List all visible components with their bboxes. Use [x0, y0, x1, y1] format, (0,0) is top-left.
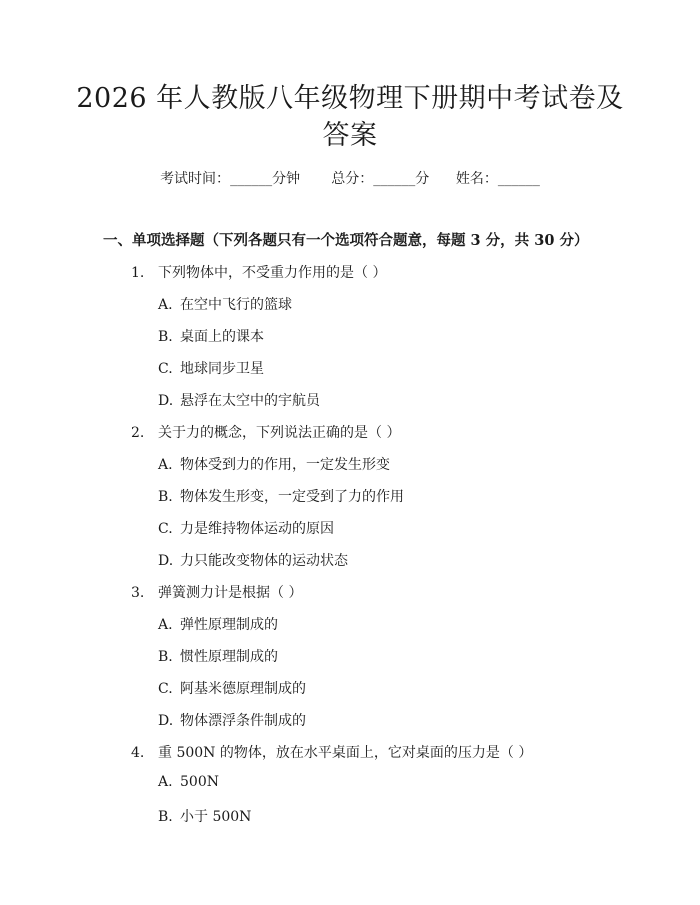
option-text: 地球同步卫星	[180, 361, 264, 377]
question-number: 4.	[131, 745, 145, 761]
option-text: 小于 500N	[180, 809, 252, 825]
option-letter: D.	[158, 393, 174, 409]
question-number: 3.	[131, 585, 145, 601]
question-3-option-d	[158, 710, 306, 730]
section-heading-single-choice: 一、单项选择题（下列各题只有一个选项符合题意，每题 3 分，共 30 分）	[103, 232, 589, 249]
option-text: 物体受到力的作用，一定发生形变	[180, 457, 390, 473]
option-text: 物体发生形变，一定受到了力的作用	[180, 489, 404, 505]
score-blank: ______	[373, 171, 416, 187]
question-2-option-c	[158, 518, 334, 538]
score-label: 总分：	[331, 171, 374, 187]
option-text: 在空中飞行的篮球	[180, 297, 292, 313]
question-2-option-b	[158, 486, 404, 506]
option-letter: B.	[158, 329, 173, 345]
option-letter: B.	[158, 649, 173, 665]
exam-meta-line	[0, 168, 700, 188]
option-text: 力是维持物体运动的原因	[180, 521, 334, 537]
exam-title-line-1: 2026 年人教版八年级物理下册期中考试卷及	[76, 83, 624, 114]
option-letter: D.	[158, 713, 174, 729]
option-text: 桌面上的课本	[180, 329, 264, 345]
time-blank: ______	[230, 171, 273, 187]
question-1-option-b	[158, 326, 264, 346]
question-3-option-c	[158, 678, 306, 698]
option-text: 力只能改变物体的运动状态	[180, 553, 348, 569]
question-3-option-a	[158, 614, 278, 634]
question-1-option-d	[158, 390, 320, 410]
option-letter: C.	[158, 361, 173, 377]
question-2-option-a	[158, 454, 390, 474]
question-2	[131, 422, 400, 442]
option-letter: A.	[158, 774, 173, 790]
question-number: 2.	[131, 425, 145, 441]
option-text: 阿基米德原理制成的	[180, 681, 306, 697]
option-letter: A.	[158, 617, 173, 633]
option-letter: B.	[158, 489, 173, 505]
question-text: 关于力的概念，下列说法正确的是（ ）	[158, 425, 401, 441]
option-text: 悬浮在太空中的宇航员	[180, 393, 320, 409]
option-letter: D.	[158, 553, 174, 569]
option-letter: C.	[158, 521, 173, 537]
time-unit: 分钟	[272, 171, 301, 187]
option-letter: C.	[158, 681, 173, 697]
exam-title	[60, 80, 640, 154]
question-1-option-a	[158, 294, 292, 314]
question-text: 弹簧测力计是根据（ ）	[158, 585, 303, 601]
question-number: 1.	[131, 265, 145, 281]
question-3-option-b	[158, 646, 278, 666]
option-letter: B.	[158, 809, 173, 825]
score-unit: 分	[415, 171, 430, 187]
question-2-option-d	[158, 550, 348, 570]
question-4-option-a	[158, 774, 219, 790]
option-letter: A.	[158, 457, 173, 473]
question-1-option-c	[158, 358, 264, 378]
option-text: 惯性原理制成的	[180, 649, 278, 665]
option-text: 弹性原理制成的	[180, 617, 278, 633]
question-1	[131, 262, 386, 282]
question-4	[131, 742, 532, 762]
question-text: 下列物体中，不受重力作用的是（ ）	[158, 265, 387, 281]
question-text: 重 500N 的物体，放在水平桌面上，它对桌面的压力是（ ）	[158, 745, 533, 761]
option-letter: A.	[158, 297, 173, 313]
option-text: 500N	[180, 774, 219, 790]
question-3	[131, 582, 302, 602]
time-label: 考试时间：	[160, 171, 231, 187]
name-blank: ______	[497, 171, 540, 187]
question-4-option-b	[158, 806, 251, 826]
name-label: 姓名：	[455, 171, 498, 187]
exam-title-line-2: 答案	[322, 120, 378, 151]
option-text: 物体漂浮条件制成的	[180, 713, 306, 729]
